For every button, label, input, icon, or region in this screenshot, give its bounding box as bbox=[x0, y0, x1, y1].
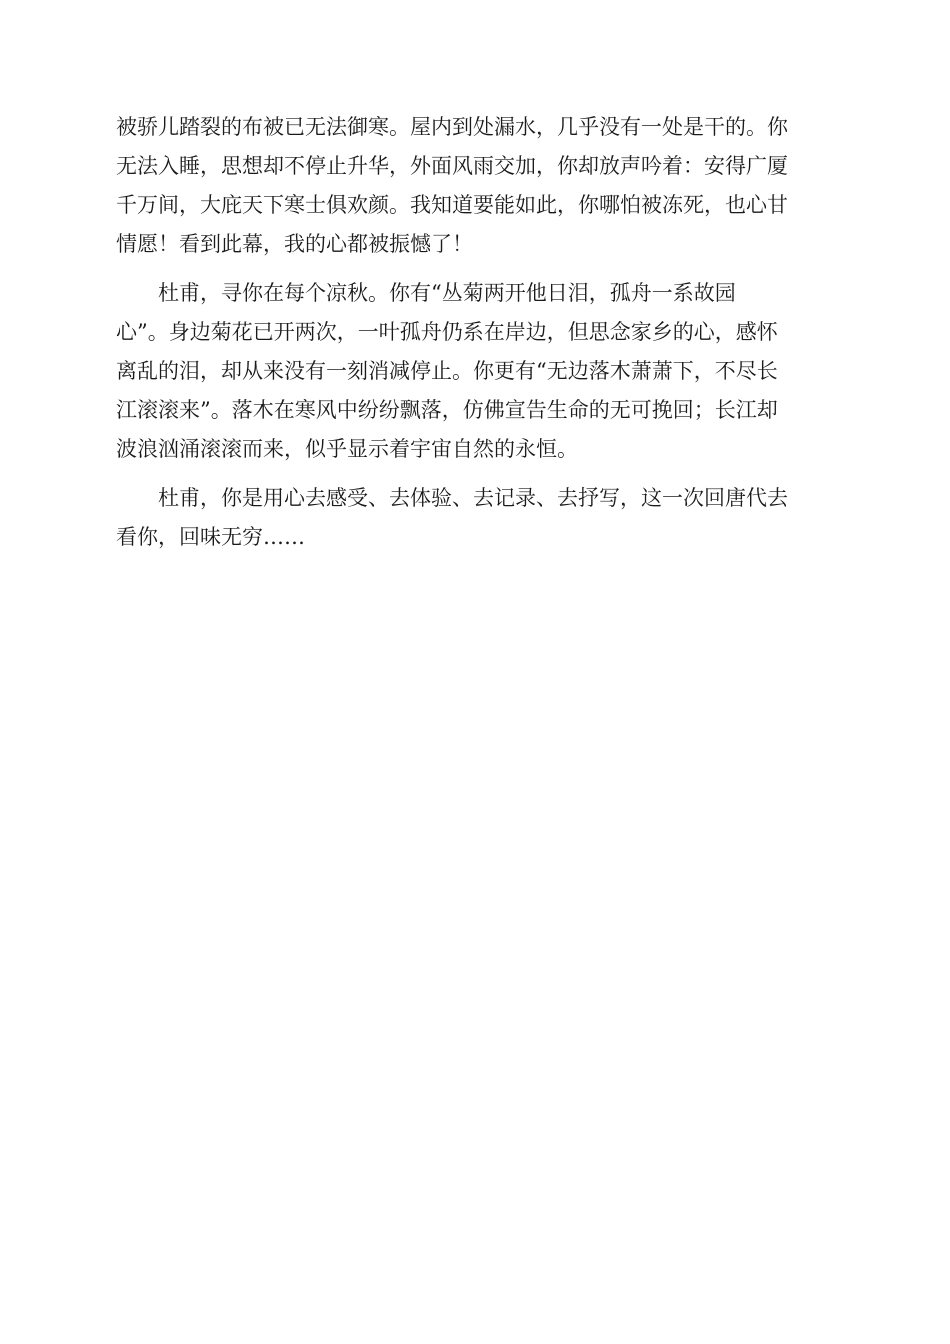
text-line: 杜甫，寻你在每个凉秋。你有“丛菊两开他日泪，孤舟一系故园 bbox=[158, 281, 736, 305]
text-line: 情愿！看到此幕，我的心都被振憾了！ bbox=[116, 232, 473, 256]
text-line: 千万间，大庇天下寒士俱欢颜。我知道要能如此，你哪怕被冻死，也心甘 bbox=[116, 193, 788, 217]
text-line: 心”。身边菊花已开两次，一叶孤舟仍系在岸边，但思念家乡的心，感怀 bbox=[116, 320, 778, 344]
document-body bbox=[116, 108, 832, 567]
text-line: 被骄儿踏裂的布被已无法御寒。屋内到处漏水，几乎没有一处是干的。你 bbox=[116, 115, 788, 139]
paragraph-2 bbox=[116, 274, 832, 469]
text-line: 离乱的泪，却从来没有一刻消减停止。你更有“无边落木萧萧下，不尽长 bbox=[116, 359, 778, 383]
text-line: 无法入睡，思想却不停止升华，外面风雨交加，你却放声吟着：安得广厦 bbox=[116, 154, 788, 178]
paragraph-3 bbox=[116, 479, 832, 557]
text-line: 杜甫，你是用心去感受、去体验、去记录、去抒写，这一次回唐代去 bbox=[158, 486, 788, 510]
text-line: 江滚滚来”。落木在寒风中纷纷飘落，仿佛宣告生命的无可挽回；长江却 bbox=[116, 398, 778, 422]
text-line: 看你，回味无穷…… bbox=[116, 525, 305, 549]
paragraph-1 bbox=[116, 108, 832, 264]
text-line: 波浪汹涌滚滚而来，似乎显示着宇宙自然的永恒。 bbox=[116, 437, 578, 461]
